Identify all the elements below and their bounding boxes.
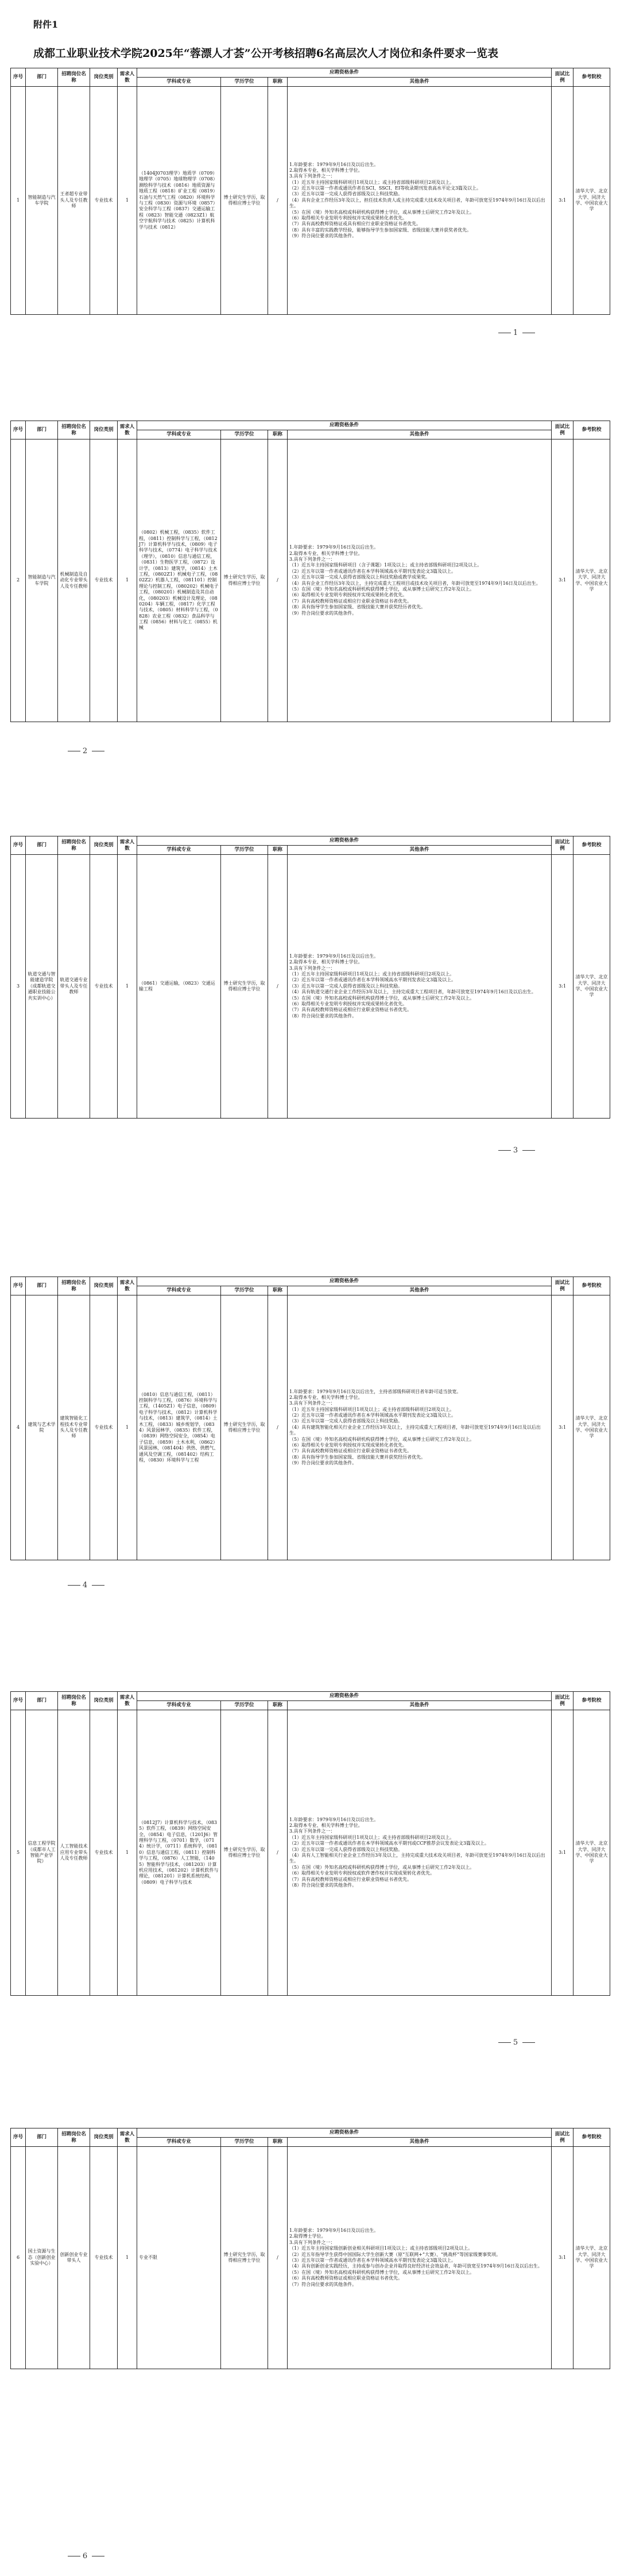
cell-seq: 4	[11, 1295, 26, 1560]
cell-title-req: /	[268, 1710, 288, 1996]
condition-line: （2）近五年以第一作者或通讯作者在本学科领域高水平期刊发表论文3篇及以上。	[289, 977, 456, 983]
cell-degree: 博士研究生学历，取得相应博士学位	[221, 439, 268, 722]
condition-line: （2）近五年以第一作者或通讯作者在本学科领域高水平期刊或CCF推荐会议发表论文3篇及以上。	[289, 1841, 489, 1846]
header-degree: 学历学位	[221, 846, 268, 855]
condition-line: （7）具有高校教师资格证或相应行业职业资格证书者优先。	[289, 598, 412, 604]
cell-unit: 机械制造及自动化专业带头人及专任教师	[58, 439, 90, 722]
condition-line: 3.具有下列条件之一：	[289, 173, 335, 179]
condition-line: 3.具有下列条件之一：	[289, 965, 335, 971]
cell-count: 1	[118, 1295, 137, 1560]
condition-line: （9）符合岗位要求的其他条件。	[289, 610, 357, 616]
header-count: 需求人数	[118, 68, 137, 87]
header-conditions: 应聘资格条件	[137, 1692, 552, 1701]
cell-ref: 清华大学、北京大学、同济大学、中国农业大学	[574, 439, 610, 722]
header-ratio: 面试比例	[552, 1277, 574, 1295]
header-title-req: 职称	[268, 430, 288, 439]
requirements-table	[10, 68, 610, 315]
cell-post: 专业技术	[90, 87, 118, 315]
condition-line: （5）在国（境）外知名高校或科研机构获得博士学位，或从事博士后研究工作2年及以上。	[289, 586, 475, 592]
cell-major: 专业不限	[137, 2147, 221, 2369]
condition-line: （6）具有高校教师资格证或相应职业资格证书者优先。	[289, 2276, 403, 2281]
cell-other-conditions	[288, 2147, 552, 2369]
header-seq: 序号	[11, 836, 26, 855]
header-title-req: 职称	[268, 2138, 288, 2147]
header-count: 需求人数	[118, 836, 137, 855]
cell-post: 专业技术	[90, 2147, 118, 2369]
cell-degree: 博士研究生学历，取得相应博士学位	[221, 1295, 268, 1560]
condition-line: （3）近五年以第一完成人获得省部级及以上科技奖励。	[289, 983, 403, 989]
condition-line: （2）近五年指导学生获得中国国际大学生创新大赛（原“互联网+”大赛）、“挑战杯”等国家级赛事奖项。	[289, 2251, 501, 2257]
requirements-table	[10, 1691, 610, 1996]
cell-title-req: /	[268, 2147, 288, 2369]
header-major: 学科或专业	[137, 78, 221, 87]
cell-major: （1404J0703理学）地质学（0709）地理学（0705）地球物理学（0708）测绘科学与技术（0816）地质资源与地质工程（0818）矿业工程（0819）石油与天然气工程（0820）环境科学与工程（0830）资源与环境（0857）安全科学与工程（0837）交通运输工程（0823）智能交通（0823Z1）航空宇航科学与技术（0825）计算机科学与技术（0812）	[137, 87, 221, 315]
cell-post: 专业技术	[90, 1710, 118, 1996]
cell-degree: 博士研究生学历，取得相应博士学位	[221, 1710, 268, 1996]
condition-line: （6）取得相关专业发明专利授权并实现成果转化者优先。	[289, 215, 408, 221]
condition-line: 1.年龄要求：1979年9月16日及以后出生。	[289, 545, 379, 550]
condition-line: 3.具有下列条件之一：	[289, 556, 335, 562]
table-row	[11, 1710, 610, 1996]
condition-line: （5）在国（境）外知名高校或科研机构获得博士学位，或从事博士后研究工作2年及以上。	[289, 209, 475, 215]
condition-line: （7）具有高校教师资格证或相应行业职业资格证书者优先。	[289, 1876, 412, 1882]
header-post: 岗位类别	[90, 1277, 118, 1295]
cell-major: （0861）交通运输，（0823）交通运输工程	[137, 855, 221, 1119]
condition-line: （4）具有创新创业实践经历，主持或参与创办企业并取得良好经济社会效益者，年龄可放宽至1974年9月16日及以后出生。	[289, 2263, 542, 2269]
header-row	[11, 1277, 610, 1286]
cell-post: 专业技术	[90, 439, 118, 722]
cell-count: 1	[118, 2147, 137, 2369]
header-post: 岗位类别	[90, 2128, 118, 2147]
condition-line: （3）近五年以第一完成人获得省部级及以上科技奖励或教学成果奖。	[289, 574, 431, 580]
condition-line: 3.具有下列条件之一：	[289, 1401, 335, 1406]
condition-line: （5）在国（境）外知名高校或科研机构获得博士学位，或从事博士后研究工作2年及以上。	[289, 995, 475, 1001]
cell-post: 专业技术	[90, 1295, 118, 1560]
cell-dept: 智能制造与汽车学院	[26, 439, 58, 722]
condition-line: （1）近五年主持国家级创新创业相关科研项目1项及以上；或主持省部级项目2项及以上。	[289, 2246, 473, 2251]
cell-seq: 5	[11, 1710, 26, 1996]
condition-line: （2）近五年以第一作者或通讯作者在本学科领域高水平期刊发表论文3篇及以上。	[289, 1413, 456, 1418]
condition-line: 2.取得本专业、相关学科博士学位。	[289, 167, 363, 173]
condition-line: （9）符合岗位要求的其他条件。	[289, 1460, 357, 1466]
header-title-req: 职称	[268, 78, 288, 87]
header-count: 需求人数	[118, 1277, 137, 1295]
cell-degree: 博士研究生学历，取得相应博士学位	[221, 855, 268, 1119]
condition-line: （3）近五年以第一完成人获得省部级及以上科技奖励。	[289, 1846, 403, 1852]
header-post: 岗位类别	[90, 68, 118, 87]
cell-degree: 博士研究生学历，取得相应博士学位	[221, 2147, 268, 2369]
cell-dept: 国土资源与生态（创新创业实验中心）	[26, 2147, 58, 2369]
cell-title-req: /	[268, 439, 288, 722]
header-major: 学科或专业	[137, 430, 221, 439]
table-row	[11, 1295, 610, 1560]
header-conditions: 应聘资格条件	[137, 836, 552, 846]
condition-line: 2.取得本专业、相关学科博士学位。	[289, 959, 363, 965]
cell-dept: 轨道交通与智能建造学院（成都轨道交通职业技能公共实训中心）	[26, 855, 58, 1119]
cell-unit: 建筑智能化工程技术专业带头人及专任教师	[58, 1295, 90, 1560]
condition-line: （4）具有人工智能相关行业企业工作经历3年及以上，主持完成重大技术攻关项目者，年龄可放宽至1974年9月16日及以后出生。	[289, 1853, 545, 1864]
header-unit: 招聘岗位名称	[58, 836, 90, 855]
condition-line: （4）具有建筑智能化相关行业企业工作经历3年及以上，主持完成重大工程项目者，年龄可放宽至1974年9月16日及以后出生。	[289, 1424, 541, 1436]
condition-line: 2.取得本专业、相关学科博士学位。	[289, 1394, 363, 1400]
header-post: 岗位类别	[90, 836, 118, 855]
requirements-table	[10, 836, 610, 1119]
cell-post: 专业技术	[90, 855, 118, 1119]
header-major: 学科或专业	[137, 1701, 221, 1710]
header-dept: 部门	[26, 1277, 58, 1295]
header-conditions: 应聘资格条件	[137, 1277, 552, 1286]
header-conditions: 应聘资格条件	[137, 2128, 552, 2138]
header-other: 其他条件	[288, 430, 552, 439]
header-degree: 学历学位	[221, 78, 268, 87]
header-degree: 学历学位	[221, 2138, 268, 2147]
requirements-table	[10, 2128, 610, 2369]
header-degree: 学历学位	[221, 1701, 268, 1710]
cell-other-conditions	[288, 1295, 552, 1560]
cell-title-req: /	[268, 87, 288, 315]
header-ref: 参考院校	[574, 1692, 610, 1710]
condition-line: （7）符合岗位要求的其他条件。	[289, 2281, 357, 2287]
header-count: 需求人数	[118, 421, 137, 439]
cell-ratio: 3:1	[552, 1295, 574, 1560]
condition-line: （2）近五年以第一作者或通讯作者在SCI、SSCI、EI等收录期刊发表高水平论文3篇及以上。	[289, 186, 482, 191]
condition-line: 1.年龄要求：1979年9月16日及以后出生。	[289, 953, 379, 959]
table-row	[11, 87, 610, 315]
page-number: 4	[52, 1581, 121, 1590]
header-degree: 学历学位	[221, 1286, 268, 1295]
cell-ref: 清华大学、北京大学、同济大学、中国农业大学	[574, 855, 610, 1119]
condition-line: （6）取得相关专业发明专利授权并实现成果转化者优先。	[289, 1443, 408, 1448]
header-other: 其他条件	[288, 2138, 552, 2147]
header-unit: 招聘岗位名称	[58, 2128, 90, 2147]
header-unit: 招聘岗位名称	[58, 421, 90, 439]
cell-major: （0810）信息与通信工程，（0811）控制科学与工程，（0876）环境科学与工程，（1405Z1）电子信息，（0809）电子科学与技术，（0812）计算机科学与技术，（0813）建筑学，（0814）土木工程，（0833）城乡规划学，（0834）风景园林学，（0835）软件工程，（0839）网络空间安全，（0854）电子信息，（0859）土木水利，（0862）风景园林，（081404）供热、供燃气、通风及空调工程，（081402）结构工程，（0830）环境科学与工程	[137, 1295, 221, 1560]
condition-line: （5）在国（境）外知名高校或科研机构获得博士学位，或从事博士后研究工作2年及以上。	[289, 2269, 475, 2275]
header-ratio: 面试比例	[552, 2128, 574, 2147]
header-row	[11, 421, 610, 430]
cell-unit: 轨道交通专业带头人及专任教师	[58, 855, 90, 1119]
cell-seq: 6	[11, 2147, 26, 2369]
condition-line: （6）取得相关专业发明专利授权并实现成果转化者优先。	[289, 1001, 408, 1007]
header-seq: 序号	[11, 1692, 26, 1710]
condition-line: （5）在国（境）外知名高校或科研机构获得博士学位，或从事博士后研究工作2年及以上。	[289, 1864, 475, 1870]
condition-line: 1.年龄要求：1979年9月16日及以后出生。	[289, 2228, 379, 2234]
condition-line: 1.年龄要求：1979年9月16日及以后出生。	[289, 161, 379, 167]
cell-ratio: 3:1	[552, 2147, 574, 2369]
page-number: 5	[482, 2038, 551, 2047]
header-dept: 部门	[26, 1692, 58, 1710]
page-number: 2	[52, 747, 121, 755]
condition-line: （8）具有指导学生参加国家级、省级技能大赛并获奖经历者优先。	[289, 604, 426, 610]
header-post: 岗位类别	[90, 1692, 118, 1710]
header-major: 学科或专业	[137, 2138, 221, 2147]
cell-title-req: /	[268, 1295, 288, 1560]
condition-line: （4）具有企业工作经历3年及以上，主持完成重大工程项目或技术攻关项目者，年龄可放宽至1974年9月16日及以后出生。	[289, 580, 541, 586]
header-title-req: 职称	[268, 1286, 288, 1295]
cell-ratio: 3:1	[552, 855, 574, 1119]
header-seq: 序号	[11, 2128, 26, 2147]
condition-line: （1）近五年主持国家级科研项目1项及以上；或主持省部级科研项目2项及以上。	[289, 1406, 455, 1412]
condition-line: 2.取得本专业、相关学科博士学位。	[289, 550, 363, 556]
condition-line: （1）近五年主持国家级科研项目1项及以上；或主持省部级科研项目2项及以上。	[289, 971, 455, 977]
requirements-table	[10, 1277, 610, 1560]
condition-line: （7）具有高校教师资格证或相应行业职业资格证书者优先。	[289, 1448, 412, 1454]
condition-line: （8）具有丰富的实践教学经验，能够指导学生参加国家级、省级技能大赛并获奖者优先。	[289, 227, 472, 233]
header-ratio: 面试比例	[552, 1692, 574, 1710]
header-ref: 参考院校	[574, 2128, 610, 2147]
header-title-req: 职称	[268, 1701, 288, 1710]
condition-line: 3.具有下列条件之一：	[289, 2239, 335, 2245]
condition-line: 1.年龄要求：1979年9月16日及以后出生，主持省部级科研项目者年龄可适当放宽。	[289, 1389, 462, 1394]
header-unit: 招聘岗位名称	[58, 1692, 90, 1710]
table-row	[11, 855, 610, 1119]
cell-unit: 人工智能技术应用专业带头人及专任教师	[58, 1710, 90, 1996]
cell-unit: 创新创业专业带头人	[58, 2147, 90, 2369]
cell-seq: 3	[11, 855, 26, 1119]
header-ref: 参考院校	[574, 1277, 610, 1295]
header-title-req: 职称	[268, 846, 288, 855]
cell-seq: 2	[11, 439, 26, 722]
header-dept: 部门	[26, 68, 58, 87]
cell-major: （0802）机械工程，（0835）软件工程，（0811）控制科学与工程，（0812J7）计算机科学与技术，（0809）电子科学与技术，（0774）电子科学与技术（理学），（0810）信息与通信工程，（0831）生物医学工程，（0872）设计学，（0813）建筑学，（0814）土木工程，（0802Z1）机械电子工程，（0802Z2）机器人工程，（081101）控制理论与控制工程，（080202）机械电子工程，（080201）机械制造及其自动化，（080203）机械设计及理论，（080204）车辆工程，（0817）化学工程与技术，（0805）材料科学与工程，（0828）农业工程（0832）食品科学与工程（0856）材料与化工（0855）机械	[137, 439, 221, 722]
condition-line: （8）符合岗位要求的其他条件。	[289, 1883, 357, 1888]
header-ratio: 面试比例	[552, 68, 574, 87]
header-dept: 部门	[26, 836, 58, 855]
cell-other-conditions	[288, 1710, 552, 1996]
cell-major: （0812J7）计算机科学与技术，（0835）软件工程，（0839）网络空间安全，（0854）电子信息，（1201J6）管理科学与工程，（0701）数学，（0714）统计学，（0711）系统科学，（0810）信息与通信工程，（0811）控制科学与工程，（0876）人工智能，（1405）智能科学与技术，（081203）计算机应用技术，（081202）计算机软件与理论，（081201）计算机系统结构，（0809）电子科学与技术	[137, 1710, 221, 1996]
header-seq: 序号	[11, 68, 26, 87]
header-ratio: 面试比例	[552, 421, 574, 439]
header-count: 需求人数	[118, 2128, 137, 2147]
header-count: 需求人数	[118, 1692, 137, 1710]
cell-other-conditions	[288, 439, 552, 722]
header-unit: 招聘岗位名称	[58, 68, 90, 87]
cell-dept: 信息工程学院（成都市人工智能产业学院）	[26, 1710, 58, 1996]
condition-line: （7）具有高校教师资格证或相应行业职业资格证书者优先。	[289, 1007, 412, 1013]
table-row	[11, 2147, 610, 2369]
cell-ref: 清华大学、北京大学、同济大学、中国农业大学	[574, 87, 610, 315]
cell-other-conditions	[288, 87, 552, 315]
cell-count: 1	[118, 87, 137, 315]
header-row	[11, 1692, 610, 1701]
header-ref: 参考院校	[574, 68, 610, 87]
condition-line: 1.年龄要求：1979年9月16日及以后出生。	[289, 1817, 379, 1822]
condition-line: （3）近五年以第一完成人获得省部级及以上科技奖励。	[289, 1418, 403, 1424]
cell-dept: 建筑与艺术学院	[26, 1295, 58, 1560]
header-row	[11, 68, 610, 78]
condition-line: （3）近五年以第一完成人获得省部级及以上科技奖励。	[289, 191, 403, 197]
header-dept: 部门	[26, 421, 58, 439]
cell-count: 1	[118, 439, 137, 722]
attachment-label: 附件1	[33, 19, 59, 30]
header-major: 学科或专业	[137, 1286, 221, 1295]
condition-line: （1）近五年主持国家级科研项目1项及以上；或主持省部级科研项目2项及以上。	[289, 1834, 455, 1840]
cell-ratio: 3:1	[552, 439, 574, 722]
document-title: 成都工业职业技术学院2025年“蓉漂人才荟”公开考核招聘6名高层次人才岗位和条件要求一览表	[33, 47, 498, 60]
header-other: 其他条件	[288, 846, 552, 855]
condition-line: 3.具有下列条件之一：	[289, 1829, 335, 1834]
header-major: 学科或专业	[137, 846, 221, 855]
condition-line: （2）近五年以第一作者或通讯作者在本学科领域高水平期刊发表论文3篇及以上。	[289, 568, 456, 574]
cell-title-req: /	[268, 855, 288, 1119]
header-degree: 学历学位	[221, 430, 268, 439]
condition-line: （7）具有高校教师资格证或具有相应行业职业资格证书者优先。	[289, 221, 421, 227]
header-unit: 招聘岗位名称	[58, 1277, 90, 1295]
cell-unit: 王者超专业带头人及专任教师	[58, 87, 90, 315]
page-number: 1	[482, 329, 551, 337]
cell-ref: 清华大学、北京大学、同济大学、中国农业大学	[574, 1295, 610, 1560]
cell-count: 1	[118, 1710, 137, 1996]
header-post: 岗位类别	[90, 421, 118, 439]
cell-degree: 博士研究生学历，取得相应博士学位	[221, 87, 268, 315]
header-other: 其他条件	[288, 1701, 552, 1710]
condition-line: （1）近五年主持国家级科研项目（含子课题）1项及以上；或主持省部级科研项目2项及以上。	[289, 562, 482, 568]
page-number: 3	[482, 1146, 551, 1155]
header-row	[11, 2128, 610, 2138]
requirements-table	[10, 421, 610, 722]
condition-line: （6）取得相关专业发明专利授权并实现成果转化者优先。	[289, 592, 408, 598]
cell-ref: 清华大学、北京大学、同济大学、中国农业大学	[574, 1710, 610, 1996]
header-ref: 参考院校	[574, 421, 610, 439]
header-conditions: 应聘资格条件	[137, 421, 552, 430]
page-number: 6	[52, 2552, 121, 2560]
condition-line: （5）在国（境）外知名高校或科研机构获得博士学位，或从事博士后研究工作2年及以上。	[289, 1436, 475, 1442]
cell-ratio: 3:1	[552, 1710, 574, 1996]
cell-ref: 清华大学、北京大学、同济大学、中国农业大学	[574, 2147, 610, 2369]
condition-line: （8）符合岗位要求的其他条件。	[289, 1013, 357, 1019]
header-other: 其他条件	[288, 78, 552, 87]
header-seq: 序号	[11, 1277, 26, 1295]
condition-line: 2.取得博士学位。	[289, 2234, 326, 2239]
condition-line: （9）符合岗位要求的其他条件。	[289, 233, 357, 239]
table-row	[11, 439, 610, 722]
cell-dept: 智能制造与汽车学院	[26, 87, 58, 315]
cell-seq: 1	[11, 87, 26, 315]
cell-other-conditions	[288, 855, 552, 1119]
header-conditions: 应聘资格条件	[137, 68, 552, 78]
condition-line: （4）具有企业工作经历3年及以上，担任技术负责人或主持完成重大技术攻关项目者，年龄可放宽至1974年9月16日及以后出生。	[289, 197, 545, 209]
condition-line: 2.取得本专业、相关学科博士学位。	[289, 1823, 363, 1829]
header-ratio: 面试比例	[552, 836, 574, 855]
header-seq: 序号	[11, 421, 26, 439]
header-ref: 参考院校	[574, 836, 610, 855]
cell-count: 1	[118, 855, 137, 1119]
condition-line: （3）近五年以第一作者或通讯作者在本学科领域高水平期刊发表论文3篇及以上。	[289, 2258, 456, 2263]
header-other: 其他条件	[288, 1286, 552, 1295]
condition-line: （4）具有轨道交通行业企业工作经历3年及以上，主持完成重大工程项目者，年龄可放宽至1974年9月16日及以后出生。	[289, 989, 536, 995]
condition-line: （8）具有指导学生参加国家级、省级技能大赛并获奖经历者优先。	[289, 1454, 426, 1460]
header-row	[11, 836, 610, 846]
cell-ratio: 3:1	[552, 87, 574, 315]
condition-line: （6）取得相关专业发明专利授权或软件著作权并实现成果转化者优先。	[289, 1871, 435, 1876]
header-dept: 部门	[26, 2128, 58, 2147]
condition-line: （1）近五年主持国家级科研项目1项及以上；或主持省部级科研项目2项及以上。	[289, 179, 455, 185]
